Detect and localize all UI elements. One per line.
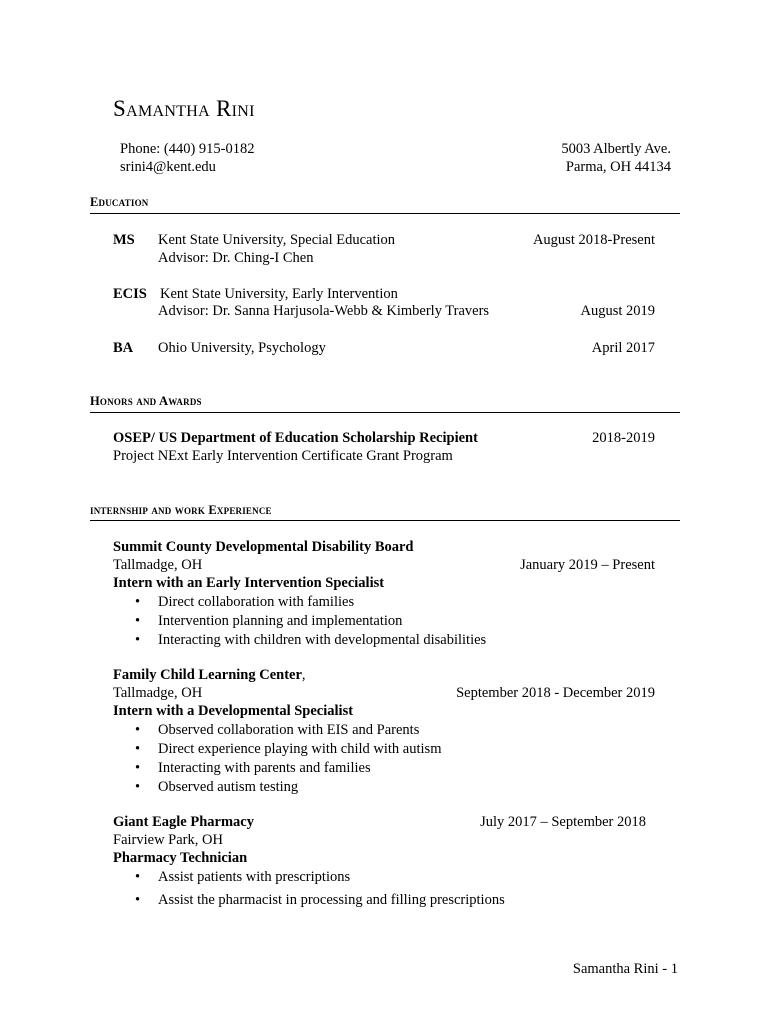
list-item xyxy=(113,612,486,631)
list-item xyxy=(113,593,486,612)
list-item-text: Direct collaboration with families xyxy=(158,594,355,610)
page-footer: Samantha Rini - 1 xyxy=(572,961,678,977)
honor-date: 2018-2019 xyxy=(592,430,655,446)
job-org-line xyxy=(113,667,306,684)
email-line: srini4@kent.edu xyxy=(120,159,216,175)
list-item-text: Interacting with children with developmental disabilities xyxy=(158,632,487,648)
resume-name: Samantha Rini xyxy=(113,96,255,121)
job-org-suffix: , xyxy=(301,667,306,683)
degree-ecis-advisor: Advisor: Dr. Sanna Harjusola-Webb & Kimberly Travers xyxy=(158,303,490,319)
honor-detail: Project NExt Early Intervention Certificate Grant Program xyxy=(113,448,453,464)
job-location: Tallmadge, OH xyxy=(113,685,203,701)
job-bullet-list xyxy=(113,721,441,797)
job-date: January 2019 – Present xyxy=(520,557,655,573)
job-role: Pharmacy Technician xyxy=(113,850,248,866)
list-item xyxy=(113,721,441,740)
bullet-icon: • xyxy=(135,594,141,610)
bullet-icon: • xyxy=(135,741,141,757)
honor-title: OSEP/ US Department of Education Scholarship Recipient xyxy=(113,430,478,446)
degree-ms-date: August 2018-Present xyxy=(532,232,655,248)
list-item xyxy=(113,891,505,910)
job-org: Summit County Developmental Disability Board xyxy=(113,539,414,555)
degree-ecis-date: August 2019 xyxy=(580,303,655,319)
job-bullet-list xyxy=(113,593,486,650)
phone-line: Phone: (440) 915-0182 xyxy=(120,141,255,157)
degree-ms: MS xyxy=(113,232,135,248)
list-item xyxy=(113,868,505,891)
address-line-1: 5003 Albertly Ave. xyxy=(561,141,671,157)
job-bullet-list xyxy=(113,868,505,910)
list-item xyxy=(113,778,441,797)
honors-heading: Honors and Awards xyxy=(90,394,202,408)
list-item-text: Observed collaboration with EIS and Parents xyxy=(158,722,420,738)
bullet-icon: • xyxy=(135,722,141,738)
bullet-icon: • xyxy=(135,613,141,629)
list-item xyxy=(113,759,441,778)
bullet-icon: • xyxy=(135,632,141,648)
job-location: Tallmadge, OH xyxy=(113,557,203,573)
job-location: Fairview Park, OH xyxy=(113,832,223,848)
experience-heading: internship and work Experience xyxy=(90,503,272,517)
list-item-text: Direct experience playing with child with autism xyxy=(158,741,442,757)
list-item xyxy=(113,740,441,759)
degree-ba-date: April 2017 xyxy=(591,340,655,356)
job-date: September 2018 - December 2019 xyxy=(456,685,655,701)
job-org: Family Child Learning Center xyxy=(113,667,302,683)
job-date: July 2017 – September 2018 xyxy=(480,814,646,830)
address-line-2: Parma, OH 44134 xyxy=(565,159,671,175)
degree-ecis-school: Kent State University, Early Intervention xyxy=(160,286,398,302)
degree-ms-school: Kent State University, Special Education xyxy=(158,232,396,248)
honors-rule xyxy=(90,412,680,413)
education-heading: Education xyxy=(90,195,149,209)
list-item-text: Observed autism testing xyxy=(158,779,299,795)
degree-ba-school: Ohio University, Psychology xyxy=(158,340,326,356)
degree-ba: BA xyxy=(113,340,134,356)
list-item-text: Interacting with parents and families xyxy=(158,760,371,776)
list-item-text: Assist patients with prescriptions xyxy=(158,869,351,885)
list-item-text: Intervention planning and implementation xyxy=(158,613,403,629)
bullet-icon: • xyxy=(135,892,141,908)
job-role: Intern with a Developmental Specialist xyxy=(113,703,354,719)
job-org: Giant Eagle Pharmacy xyxy=(113,814,254,830)
list-item xyxy=(113,631,486,650)
job-role: Intern with an Early Intervention Specialist xyxy=(113,575,385,591)
degree-ms-advisor: Advisor: Dr. Ching-I Chen xyxy=(158,250,314,266)
degree-ecis: ECIS xyxy=(113,286,147,302)
bullet-icon: • xyxy=(135,779,141,795)
bullet-icon: • xyxy=(135,869,141,885)
education-rule xyxy=(90,213,680,214)
experience-rule xyxy=(90,520,680,521)
list-item-text: Assist the pharmacist in processing and filling prescriptions xyxy=(158,892,505,908)
bullet-icon: • xyxy=(135,760,141,776)
